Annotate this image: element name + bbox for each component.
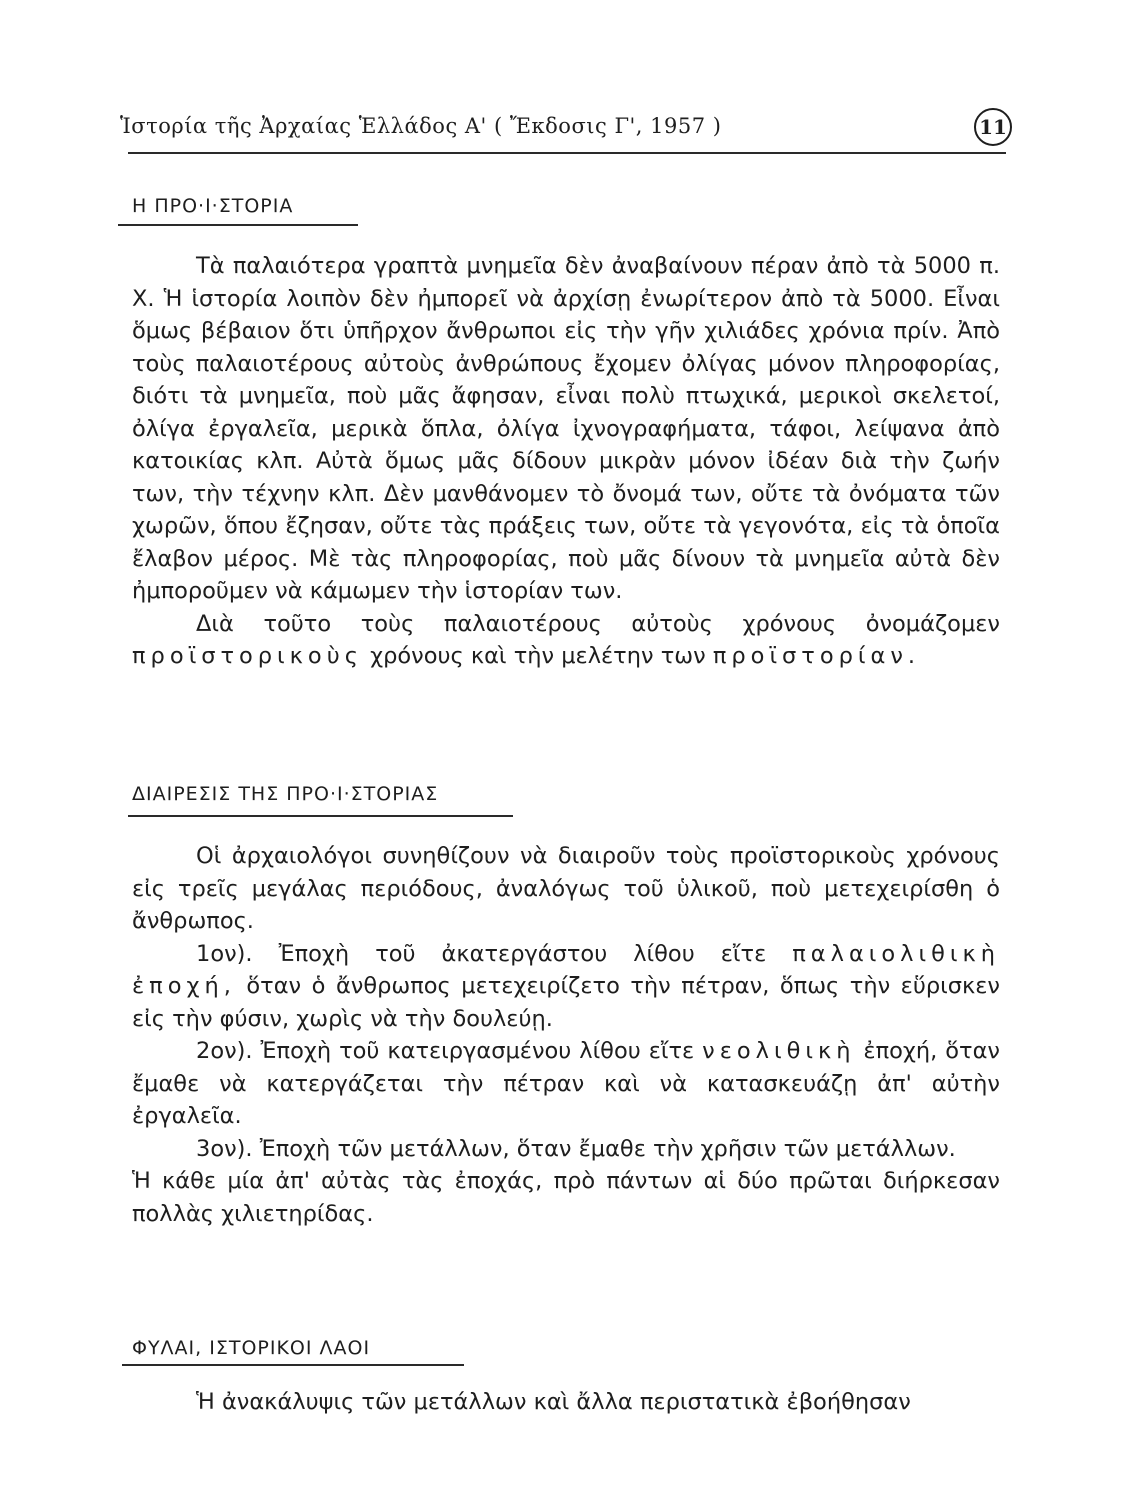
- era-text: ἐποχή, ὅταν ἔμαθε νὰ κατεργάζεται τὴν πέτραν καὶ νὰ κατασκευάζῃ ἀπ' αὐτὴν ἐργαλεῖα.: [132, 1038, 1000, 1129]
- spaced-term: προϊστορικοὺς: [132, 643, 363, 669]
- heading-underline: [118, 224, 358, 226]
- paragraph: [132, 608, 1000, 673]
- era-item: [132, 938, 1000, 1036]
- paragraph: Οἱ ἀρχαιολόγοι συνηθίζουν νὰ διαιροῦν τοὺς προϊστορικοὺς χρόνους εἰς τρεῖς μεγάλας περιόδους, ἀναλόγως τοῦ ὑλικοῦ, ποὺ μετεχειρίσθη ὁ ἄνθρωπος.: [132, 843, 1000, 934]
- section-heading-tribes: ΦΥΛΑΙ, ΙΣΤΟΡΙΚΟΙ ΛΑΟΙ: [132, 1337, 371, 1359]
- section-body-prehistory: [132, 250, 1000, 673]
- spaced-term: προϊστορίαν.: [712, 643, 921, 669]
- heading-underline: [122, 1364, 464, 1366]
- paragraph: Ἡ ἀνακάλυψις τῶν μετάλλων καὶ ἄλλα περιστατικὰ ἐβοήθησαν: [196, 1389, 911, 1415]
- section-body-divisions: [132, 840, 1000, 1230]
- paragraph: Ἡ κάθε μία ἀπ' αὐτὰς τὰς ἐποχάς, πρὸ πάντων αἱ δύο πρῶται διήρκεσαν πολλὰς χιλιετηρίδας.: [132, 1168, 1000, 1227]
- section-heading-prehistory: Η ΠΡΟ·Ι·ΣΤΟΡΙΑ: [132, 195, 294, 217]
- era-lead: 3ον). Ἐποχὴ τῶν μετάλλων, ὅταν ἔμαθε τὴν χρῆσιν τῶν μετάλλων.: [196, 1135, 956, 1162]
- era-text: ὅταν ὁ ἄνθρωπος μετεχειρίζετο τὴν πέτραν, ὅπως τὴν εὕρισκεν εἰς τὴν φύσιν, χωρὶς νὰ τὴν δουλεύῃ.: [132, 973, 1000, 1032]
- era-item: [132, 1133, 1000, 1166]
- header-rule: [128, 152, 1006, 154]
- section-heading-divisions: ΔΙΑΙΡΕΣΙΣ ΤΗΣ ΠΡΟ·Ι·ΣΤΟΡΙΑΣ: [132, 783, 439, 805]
- page-number: 11: [974, 108, 1012, 146]
- section-body-tribes: [132, 1386, 1000, 1419]
- spaced-term: νεολιθικὴ: [702, 1038, 856, 1064]
- paragraph-text: Διὰ τοῦτο τοὺς παλαιοτέρους αὐτοὺς χρόνους ὀνομάζομεν: [196, 610, 1000, 637]
- paragraph-text: χρόνους καὶ τὴν μελέτην των: [362, 643, 713, 669]
- era-item: [132, 1035, 1000, 1133]
- era-lead: 1ον). Ἐποχὴ τοῦ ἀκατεργάστου λίθου εἴτε: [196, 940, 793, 967]
- spaced-term: παλαιολιθικὴ ἐποχή,: [132, 940, 1000, 999]
- running-header: [120, 108, 1012, 148]
- heading-underline: [128, 815, 513, 817]
- paragraph: Τὰ παλαιότερα γραπτὰ μνημεῖα δὲν ἀναβαίνουν πέραν ἀπὸ τὰ 5000 π. Χ. Ἡ ἱστορία λοιπὸν δὲν ἠμπορεῖ νὰ ἀρχίσῃ ἐνωρίτερον ἀπὸ τὰ 5000. Εἶναι ὅμως βέβαιον ὅτι ὑπῆρχον ἄνθρωποι εἰς τὴν γῆν χιλιάδες χρόνια πρίν. Ἀπὸ τοὺς παλαιοτέρους αὐτοὺς ἀνθρώπους ἔχομεν ὀλίγας μόνον πληροφορίας, διότι τὰ μνημεῖα, ποὺ μᾶς ἄφησαν, εἶναι πολὺ πτωχικά, μερικοὶ σκελετοί, ὀλίγα ἐργαλεῖα, μερικὰ ὅπλα, ὀλίγα ἰχνογραφήματα, τάφοι, λείψανα ἀπὸ κατοικίας κλπ. Αὐτὰ ὅμως μᾶς δίδουν μικρὰν μόνον ἰδέαν διὰ τὴν ζωήν των, τὴν τέχνην κλπ. Δὲν μανθάνομεν τὸ ὄνομά των, οὔτε τὰ ὀνόματα τῶν χωρῶν, ὅπου ἔζησαν, οὔτε τὰς πράξεις των, οὔτε τὰ γεγονότα, εἰς τὰ ὁποῖα ἔλαβον μέρος. Μὲ τὰς πληροφορίας, ποὺ μᾶς δίνουν τὰ μνημεῖα αὐτὰ δὲν ἠμποροῦμεν νὰ κάμωμεν τὴν ἱστορίαν των.: [132, 253, 1000, 604]
- era-lead: 2ον). Ἐποχὴ τοῦ κατειργασμένου λίθου εἴτε: [196, 1038, 703, 1064]
- header-title: Ἱστορία τῆς Ἀρχαίας Ἑλλάδος Α' ( Ἔκδοσις Γ', 1957 ): [120, 114, 722, 138]
